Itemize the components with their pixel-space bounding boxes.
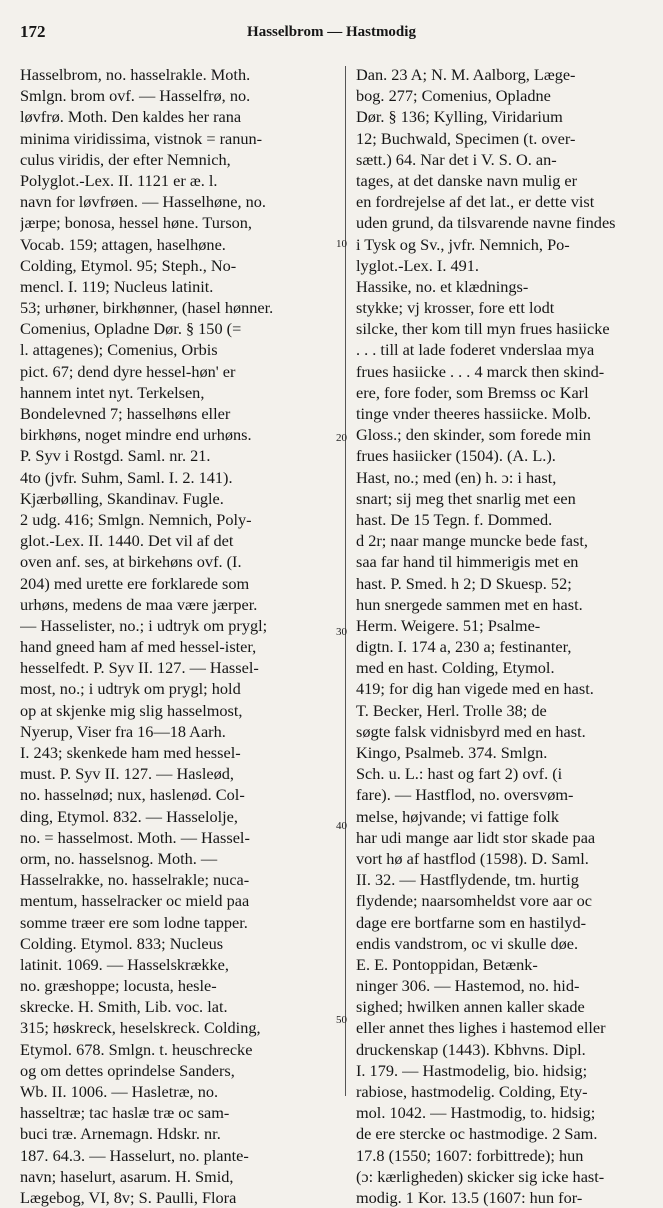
line-number: 30 bbox=[336, 626, 347, 638]
text-line: modig. 1 Kor. 13.5 (1607: hun for- bbox=[356, 1187, 583, 1207]
text-line: med en hast. Colding, Etymol. bbox=[356, 658, 555, 678]
text-line: Hasselbrom, no. hasselrakle. Moth. bbox=[20, 65, 251, 84]
text-line: . . . till at lade foderet vnderslaa mya bbox=[356, 340, 595, 360]
text-line: Kjærbølling, Skandinav. Fugle. bbox=[20, 488, 224, 508]
text-line: mol. 1042. — Hastmodig, to. hidsig; bbox=[356, 1103, 596, 1123]
text-line: 419; for dig han vigede med en hast. bbox=[356, 679, 594, 699]
text-line: en fordrejelse af det lat., er dette vist bbox=[356, 192, 595, 212]
text-line: 4to (jvfr. Suhm, Saml. I. 2. 141). bbox=[20, 467, 233, 487]
text-line: lyglot.-Lex. I. 491. bbox=[356, 255, 479, 275]
text-line: jærpe; bonosa, hessel høne. Turson, bbox=[20, 213, 253, 233]
text-line: mencl. I. 119; Nucleus latinit. bbox=[20, 276, 214, 296]
text-line: Herm. Weigere. 51; Psalme- bbox=[356, 615, 541, 635]
text-line: tinge vnder theeres hassiicke. Molb. bbox=[356, 404, 592, 423]
line-number: 10 bbox=[336, 238, 347, 250]
text-line: Comenius, Opladne Dør. § 150 (= bbox=[20, 319, 242, 339]
text-line: har udi mange aar lidt stor skade paa bbox=[356, 827, 596, 847]
text-line: hast. P. Smed. h 2; D Skuesp. 52; bbox=[356, 573, 572, 593]
column-rule bbox=[345, 66, 346, 1096]
line-number: 50 bbox=[336, 1014, 347, 1026]
text-line: P. Syv i Rostgd. Saml. nr. 21. bbox=[20, 446, 211, 466]
text-line: og om dettes oprindelse Sanders, bbox=[20, 1060, 235, 1080]
text-line: frues hasiicker (1504). (A. L.). bbox=[356, 446, 556, 466]
text-line: melse, højvande; vi fattige folk bbox=[356, 806, 560, 826]
text-line: I. 179. — Hastmodelig, bio. hidsig; bbox=[356, 1060, 588, 1080]
text-line: søgte falsk vidnisbyrd med en hast. bbox=[356, 721, 586, 741]
text-line: pict. 67; dend dyre hessel-høn' er bbox=[20, 361, 236, 381]
text-line: fare). — Hastflod, no. oversvøm- bbox=[356, 785, 574, 805]
text-line: hast. De 15 Tegn. f. Dommed. bbox=[356, 509, 553, 529]
text-line: E. E. Pontoppidan, Betænk- bbox=[356, 954, 538, 974]
text-line: must. P. Syv II. 127. — Hasleød, bbox=[20, 764, 234, 784]
text-line: 53; urhøner, birkhønner, (hasel hønner. bbox=[20, 298, 274, 318]
text-line: flydende; naarsomheldst vore aar oc bbox=[356, 891, 592, 911]
text-line: rabiose, hastmodelig. Colding, Ety- bbox=[356, 1082, 588, 1101]
text-line: Wb. II. 1006. — Hasletræ, no. bbox=[20, 1082, 219, 1101]
text-line: hannem intet nyt. Terkelsen, bbox=[20, 382, 205, 402]
text-line: 204) med urette ere forklarede som bbox=[20, 573, 250, 593]
text-line: 315; høskreck, heselskreck. Colding, bbox=[20, 1018, 261, 1038]
text-line: i Tysk og Sv., jvfr. Nemnich, Po- bbox=[356, 234, 570, 254]
text-line: hesselfedt. P. Syv II. 127. — Hassel- bbox=[20, 658, 259, 678]
text-line: mentum, hasselracker oc mield paa bbox=[20, 891, 250, 911]
text-line: orm, no. hasselsnog. Moth. — bbox=[20, 848, 218, 868]
text-line: uden grund, da tilsvarende navne findes bbox=[356, 213, 616, 233]
text-line: l. attagenes); Comenius, Orbis bbox=[20, 340, 218, 360]
text-line: culus viridis, der efter Nemnich, bbox=[20, 149, 231, 169]
text-line: Hast, no.; med (en) h. ɔ: i hast, bbox=[356, 467, 557, 487]
page-number: 172 bbox=[20, 22, 46, 41]
text-line: (ɔ: kærligheden) skicker sig icke hast- bbox=[356, 1166, 605, 1186]
text-line: T. Becker, Herl. Trolle 38; de bbox=[356, 700, 547, 720]
text-line: snart; sij meg thet snarlig met een bbox=[356, 488, 576, 508]
text-line: digtn. I. 174 a, 230 a; festinanter, bbox=[356, 637, 572, 657]
text-line: urhøns, medens de maa være jærper. bbox=[20, 594, 258, 614]
text-line: hun snergede sammen met en hast. bbox=[356, 594, 583, 614]
text-line: most, no.; i udtryk om prygl; hold bbox=[20, 679, 241, 699]
text-line: op at skjenke mig slig hasselmost, bbox=[20, 700, 243, 720]
text-line: saa far hand til himmerigis met en bbox=[356, 552, 579, 572]
text-line: bog. 277; Comenius, Opladne bbox=[356, 86, 551, 106]
text-line: buci træ. Arnemagn. Hdskr. nr. bbox=[20, 1124, 221, 1144]
text-line: no. græshoppe; locusta, hesle- bbox=[20, 976, 217, 996]
line-number: 40 bbox=[336, 820, 347, 832]
text-line: no. hasselnød; nux, haslenød. Col- bbox=[20, 785, 245, 805]
text-line: Bondelevned 7; hasselhøns eller bbox=[20, 404, 231, 423]
text-line: navn for løvfrøen. — Hasselhøne, no. bbox=[20, 192, 266, 212]
right-column bbox=[356, 64, 652, 1208]
text-line: ere, fore foder, som Bremss oc Karl bbox=[356, 382, 589, 402]
text-line: navn; haselurt, asarum. H. Smid, bbox=[20, 1166, 234, 1186]
text-line: Hasselrakke, no. hasselrakle; nuca- bbox=[20, 870, 250, 890]
text-line: II. 32. — Hastflydende, tm. hurtig bbox=[356, 870, 579, 890]
text-line: 17.8 (1550; 1607: forbittrede); hun bbox=[356, 1145, 584, 1165]
text-line: frues hasiicke . . . 4 marck then skind- bbox=[356, 361, 605, 381]
text-line: silcke, ther kom till myn frues hasiicke bbox=[356, 319, 610, 339]
text-line: latinit. 1069. — Hasselskrække, bbox=[20, 954, 229, 974]
text-line: Dør. § 136; Kylling, Viridarium bbox=[356, 107, 563, 127]
text-line: Colding, Etymol. 95; Steph., No- bbox=[20, 255, 237, 275]
text-line: I. 243; skenkede ham med hessel- bbox=[20, 743, 241, 762]
text-line: Polyglot.-Lex. II. 1121 er æ. l. bbox=[20, 170, 218, 190]
line-number: 20 bbox=[336, 432, 347, 444]
text-line: no. = hasselmost. Moth. — Hassel- bbox=[20, 827, 250, 847]
text-line: glot.-Lex. II. 1440. Det vil af det bbox=[20, 531, 234, 551]
text-line: stykke; vj krosser, fore ett lodt bbox=[356, 298, 555, 318]
text-line: skrecke. H. Smith, Lib. voc. lat. bbox=[20, 997, 228, 1017]
text-line: Smlgn. brom ovf. — Hasselfrø, no. bbox=[20, 86, 251, 106]
text-line: eller annet thes lighes i hastemod eller bbox=[356, 1018, 606, 1038]
text-line: tages, at det danske navn mulig er bbox=[356, 170, 578, 190]
text-line: Lægebog, VI, 8v; S. Paulli, Flora bbox=[20, 1187, 237, 1207]
text-line: de ere stercke oc hastmodige. 2 Sam. bbox=[356, 1124, 598, 1144]
text-line: Hassike, no. et klædnings- bbox=[356, 276, 529, 296]
running-head: Hasselbrom — Hastmodig bbox=[247, 24, 416, 40]
text-line: Kingo, Psalmeb. 374. Smlgn. bbox=[356, 743, 548, 762]
text-line: d 2r; naar mange muncke bede fast, bbox=[356, 531, 588, 551]
text-line: vort hø af hastflod (1598). D. Saml. bbox=[356, 848, 589, 868]
text-line: minima viridissima, vistnok = ranun- bbox=[20, 128, 263, 148]
text-line: ninger 306. — Hastemod, no. hid- bbox=[356, 976, 580, 996]
text-line: hasseltræ; tac haslæ træ oc sam- bbox=[20, 1103, 230, 1123]
text-line: 12; Buchwald, Specimen (t. over- bbox=[356, 128, 576, 148]
text-line: sætt.) 64. Nar det i V. S. O. an- bbox=[356, 149, 557, 169]
text-line: løvfrø. Moth. Den kaldes her rana bbox=[20, 107, 242, 127]
text-line: birkhøns, noget mindre end urhøns. bbox=[20, 425, 252, 445]
text-line: ding, Etymol. 832. — Hasselolje, bbox=[20, 806, 238, 826]
text-line: Colding. Etymol. 833; Nucleus bbox=[20, 933, 224, 953]
text-line: — Hasselister, no.; i udtryk om prygl; bbox=[20, 615, 268, 635]
text-line: oven anf. ses, at birkehøns ovf. (I. bbox=[20, 552, 242, 572]
left-column bbox=[20, 64, 333, 1208]
text-line: endis vandstrom, oc vi skulle døe. bbox=[356, 933, 579, 953]
text-line: Vocab. 159; attagen, haselhøne. bbox=[20, 234, 226, 254]
text-line: dage ere bortfarne som en hastilyd- bbox=[356, 912, 587, 932]
text-line: Nyerup, Viser fra 16—18 Aarh. bbox=[20, 721, 226, 741]
text-line: somme træer ere som lodne tapper. bbox=[20, 912, 248, 932]
text-line: hand gneed ham af med hessel-ister, bbox=[20, 637, 257, 657]
text-line: Dan. 23 A; N. M. Aalborg, Læge- bbox=[356, 65, 576, 84]
text-line: 187. 64.3. — Hasselurt, no. plante- bbox=[20, 1145, 249, 1165]
text-line: druckenskap (1443). Kbhvns. Dipl. bbox=[356, 1039, 586, 1059]
text-line: Sch. u. L.: hast og fart 2) ovf. (i bbox=[356, 764, 563, 784]
text-line: sighed; hwilken annen kaller skade bbox=[356, 997, 585, 1017]
text-line: 2 udg. 416; Smlgn. Nemnich, Poly- bbox=[20, 509, 252, 529]
text-line: Etymol. 678. Smlgn. t. heuschrecke bbox=[20, 1039, 253, 1059]
text-line: Gloss.; den skinder, som forede min bbox=[356, 425, 591, 445]
